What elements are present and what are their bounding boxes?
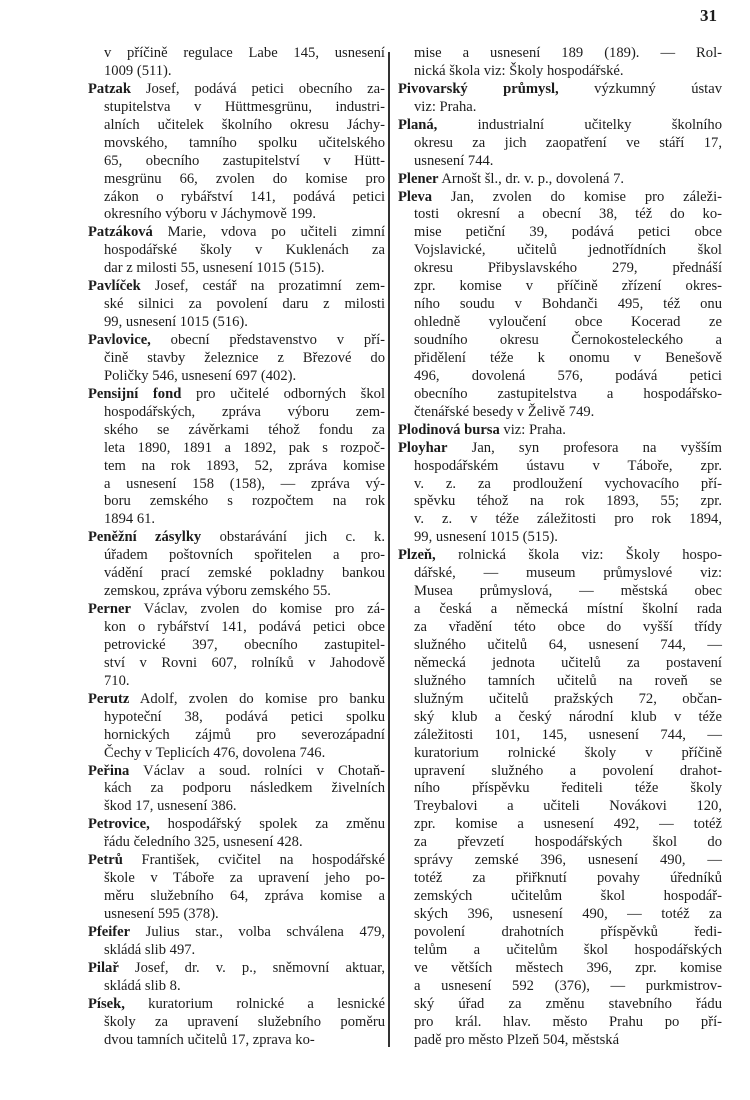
entry-line: [88, 117, 385, 135]
entry-text: Václav a soud. rolníci v Chotaň-: [129, 762, 385, 779]
entry-text: Josef, cestář na prozatimní zem-: [140, 278, 385, 295]
entry-line: [88, 1032, 385, 1050]
entry-line: [88, 906, 385, 924]
entry-headword: Petrů: [88, 852, 123, 869]
entry-line: [88, 511, 385, 529]
entry-text: škole v Táboře za upravení jeho po-: [104, 870, 385, 887]
entry-text: upravení služného a povolení drahot-: [414, 762, 722, 779]
entry-line: [398, 117, 722, 135]
entry-line: [88, 529, 385, 547]
entry-headword: Pavlíček: [88, 278, 141, 295]
entry-headword: Pivovarský průmysl,: [398, 80, 559, 97]
entry-line: [398, 673, 722, 691]
entry-text: dar z milosti 55, usnesení 1015 (515).: [104, 260, 325, 277]
entry-text: obstarávání jich c. k.: [201, 529, 385, 546]
entry-line: [398, 529, 722, 547]
entry-line: [88, 296, 385, 314]
entry-text: ohledně vyloučení obce Kocerad ze: [414, 314, 722, 331]
entry-text: Čechy v Teplicích 476, dovolena 746.: [104, 744, 326, 761]
entry-text: okresního výboru v Jáchymově 199.: [104, 206, 316, 223]
entry-text: zákon o rybářství 141, podává petici: [104, 188, 385, 205]
entry-text: ských 396, usnesení 490, — totéž za: [414, 906, 722, 922]
entry-headword: Pensijní fond: [88, 385, 182, 402]
entry-headword: Patzáková: [88, 224, 153, 241]
entry-line: [398, 45, 722, 63]
entry-line: [398, 404, 722, 422]
entry-text: povolení drahotních příspěvků ředi-: [414, 923, 722, 940]
entry-text: obecního zastupitelstva a hospodářsko-: [414, 385, 722, 402]
entry-text: zemskou, zpráva výboru zemského 55.: [104, 583, 331, 600]
index-entry: [88, 601, 385, 691]
entry-line: [398, 870, 722, 888]
column-divider: [388, 52, 390, 1047]
entry-line: [398, 727, 722, 745]
entry-text: Václav, zvolen do komise pro zá-: [130, 601, 385, 618]
entry-text: viz: Praha.: [499, 421, 566, 438]
entry-text: Josef, podává petici obecního za-: [130, 80, 385, 97]
index-entry: [88, 278, 385, 332]
entry-line: [398, 206, 722, 224]
entry-headword: Ployhar: [398, 439, 448, 456]
entry-text: Treybalovi a učiteli Novákovi 120,: [414, 798, 722, 815]
entry-line: [88, 314, 385, 332]
entry-line: [88, 565, 385, 583]
entry-line: [88, 332, 385, 350]
entry-line: [88, 386, 385, 404]
entry-headword: Planá,: [398, 116, 438, 133]
entry-line: [88, 727, 385, 745]
entry-line: [88, 1014, 385, 1032]
entry-line: [88, 422, 385, 440]
entry-text: ve větších městech 396, zpr. komise: [414, 959, 722, 976]
entry-line: [88, 996, 385, 1014]
entry-text: viz: Praha.: [414, 98, 477, 115]
entry-text: a česká a německá místní školní rada: [414, 601, 722, 618]
entry-text: nická škola viz: Školy hospodářské.: [414, 62, 624, 79]
entry-headword: Pleva: [398, 188, 433, 205]
entry-text: řádu čeledního 325, usnesení 428.: [104, 834, 303, 851]
entry-line: [88, 709, 385, 727]
index-entry: [88, 332, 385, 386]
entry-line: [398, 888, 722, 906]
entry-headword: Petrovice,: [88, 816, 150, 833]
entry-text: ního soudu v Bohdanči 495, též onu: [414, 296, 722, 313]
entry-text: 1009 (511).: [104, 62, 172, 79]
index-entry: [398, 81, 722, 117]
index-entry: [88, 852, 385, 924]
entry-text: Jan, syn profesora na vyšším: [447, 439, 722, 456]
entry-text: kách za podporu následkem živelních: [104, 780, 385, 797]
entry-text: hospodářské školy v Kuklenách za: [104, 242, 385, 259]
entry-text: František, cvičitel na hospodářské: [122, 852, 385, 869]
entry-text: Musea průmyslová, — městská obec: [414, 583, 722, 600]
entry-line: [398, 296, 722, 314]
entry-line: [398, 493, 722, 511]
entry-line: [88, 745, 385, 763]
entry-line: [88, 547, 385, 565]
entry-line: [88, 153, 385, 171]
index-entry: [88, 924, 385, 960]
entry-text: Arnošt šl., dr. v. p., dovolená 7.: [438, 170, 625, 187]
index-entry: [398, 547, 722, 1049]
entry-text: zpr. komise v příčině zřízení okres-: [414, 278, 722, 295]
entry-text: výzkumný ústav: [558, 80, 723, 97]
entry-line: [88, 135, 385, 153]
entry-line: [398, 440, 722, 458]
entry-text: Marie, vdova po učiteli zimní: [152, 224, 385, 241]
index-entry: [88, 386, 385, 530]
entry-headword: Plzeň,: [398, 547, 436, 564]
entry-line: [398, 745, 722, 763]
entry-line: [398, 81, 722, 99]
entry-line: [88, 458, 385, 476]
entry-headword: Plener: [398, 170, 439, 187]
entry-headword: Patzak: [88, 80, 131, 97]
entry-line: [398, 780, 722, 798]
entry-text: Josef, dr. v. p., sněmovní aktuar,: [118, 959, 385, 976]
entry-headword: Pavlovice,: [88, 332, 151, 348]
entry-text: ský klub a český národní klub v téže: [414, 708, 722, 725]
entry-line: [88, 619, 385, 637]
entry-line: [88, 63, 385, 81]
entry-headword: Pfeifer: [88, 923, 131, 940]
entry-line: [398, 583, 722, 601]
index-column-left: [88, 45, 385, 1050]
entry-line: [88, 601, 385, 619]
entry-text: školy za upravení služebního poměru: [104, 1013, 385, 1030]
index-entry: [88, 996, 385, 1050]
entry-line: [398, 99, 722, 117]
entry-line: [88, 260, 385, 278]
entry-line: [398, 565, 722, 583]
entry-text: 496, dovolená 576, podává petici: [414, 367, 722, 384]
entry-line: [398, 135, 722, 153]
index-column-right: [398, 45, 722, 1050]
entry-line: [398, 386, 722, 404]
index-entry: [88, 816, 385, 852]
entry-text: mise a usnesení 189 (189). — Rol-: [414, 45, 722, 61]
entry-line: [88, 493, 385, 511]
entry-headword: Perner: [88, 601, 131, 618]
entry-text: obecní představenstvo v pří-: [150, 332, 385, 348]
entry-text: hospodářských, zpráva výboru zem-: [104, 403, 385, 420]
entry-text: v příčině regulace Labe 145, usnesení: [104, 45, 385, 61]
index-entry: [88, 960, 385, 996]
entry-text: alních učitelek školního okresu Jáchy-: [104, 116, 385, 133]
entry-line: [88, 368, 385, 386]
entry-text: tosti okresní a obecní 38, též do ko-: [414, 206, 722, 223]
entry-line: [398, 852, 722, 870]
entry-line: [398, 691, 722, 709]
entry-line: [88, 350, 385, 368]
entry-text: dářské, — museum průmyslové viz:: [414, 565, 722, 582]
entry-line: [88, 870, 385, 888]
entry-text: kon o rybářství 141, podává petici obce: [104, 619, 385, 635]
entry-line: [88, 924, 385, 942]
entry-headword: Plodinová bursa: [398, 421, 500, 438]
entry-text: záležitosti 101, 145, usnesení 744, —: [414, 726, 722, 743]
entry-line: [88, 224, 385, 242]
entry-line: [398, 332, 722, 350]
entry-line: [88, 888, 385, 906]
index-entry: [88, 691, 385, 763]
index-entry: [398, 422, 722, 440]
index-entry: [88, 81, 385, 225]
entry-line: [88, 978, 385, 996]
entry-headword: Peněžní zásylky: [88, 529, 202, 546]
entry-line: [398, 458, 722, 476]
entry-line: [398, 601, 722, 619]
entry-text: zpr. komise a usnesení 492, — totéž: [414, 816, 722, 833]
entry-text: padě pro město Plzeň 504, městská: [414, 1031, 620, 1048]
entry-text: Poličky 546, usnesení 697 (402).: [104, 367, 297, 384]
entry-text: zemských učitelům škol hospodář-: [414, 888, 722, 905]
entry-text: služného tamních učitelů na roveň se: [414, 672, 722, 689]
entry-line: [398, 816, 722, 834]
entry-text: čině stavby železnice z Březové do: [104, 349, 385, 366]
entry-line: [398, 224, 722, 242]
entry-text: totéž za přiřknutí povahy úředníků: [414, 870, 722, 887]
entry-line: [398, 996, 722, 1014]
entry-text: hypoteční 38, podává petici spolku: [104, 708, 385, 725]
index-entry: [398, 45, 722, 81]
entry-line: [88, 637, 385, 655]
entry-text: hospodářském ústavu v Táboře, zpr.: [414, 457, 722, 474]
entry-text: boru zemského s rozpočtem na rok: [104, 493, 385, 510]
entry-text: a usnesení 592 (376), — purkmistrov-: [414, 977, 722, 994]
entry-line: [398, 260, 722, 278]
entry-text: pro učitelé odborných škol: [181, 385, 385, 402]
index-entry: [88, 529, 385, 601]
entry-text: ské silnici za povolení daru z milosti: [104, 296, 385, 313]
entry-text: služným učitelů pražských 72, občan-: [414, 690, 722, 707]
entry-line: [398, 960, 722, 978]
entry-line: [398, 511, 722, 529]
entry-text: v. z. v téže záležitosti pro rok 1894,: [414, 511, 722, 528]
entry-line: [88, 583, 385, 601]
entry-text: dvou tamních učitelů 17, zprava ko-: [104, 1031, 315, 1048]
entry-line: [88, 404, 385, 422]
entry-text: a usnesení 158 (158), — zpráva vý-: [104, 475, 385, 492]
entry-text: úřadem poštovních spořitelen a pro-: [104, 547, 385, 564]
entry-line: [88, 763, 385, 781]
entry-line: [398, 655, 722, 673]
entry-text: měru služebního 64, zpráva komise a: [104, 888, 385, 905]
entry-text: 65, obecního zastupitelství v Hütt-: [104, 152, 385, 169]
entry-line: [398, 242, 722, 260]
entry-text: tem na rok 1893, 52, zpráva komise: [104, 457, 385, 474]
entry-headword: Pilař: [88, 959, 119, 976]
entry-line: [88, 476, 385, 494]
entry-line: [398, 153, 722, 171]
entry-text: škod 17, usnesení 386.: [104, 798, 237, 815]
index-entry: [398, 117, 722, 171]
entry-text: pro král. hlav. město Prahu po pří-: [414, 1013, 722, 1030]
entry-line: [398, 171, 722, 189]
entry-line: [88, 171, 385, 189]
entry-text: ního příspěvku řediteli téže školy: [414, 780, 722, 797]
index-entry: [398, 171, 722, 189]
index-entry: [88, 763, 385, 817]
entry-text: Vojslavické, učitelů jednotřídních škol: [414, 242, 722, 259]
entry-text: hospodářský spolek za změnu: [149, 816, 385, 833]
entry-text: správy zemské 396, usnesení 490, —: [414, 852, 722, 869]
entry-text: 99, usnesení 1015 (515).: [414, 529, 558, 546]
entry-line: [398, 619, 722, 637]
entry-text: německá jednota učitelů za postavení: [414, 654, 722, 671]
entry-line: [398, 709, 722, 727]
page-number: 31: [700, 6, 717, 25]
entry-line: [398, 1014, 722, 1032]
entry-line: [88, 942, 385, 960]
entry-line: [88, 45, 385, 63]
entry-headword: Perutz: [88, 690, 130, 707]
entry-line: [398, 63, 722, 81]
entry-line: [88, 81, 385, 99]
entry-text: Jan, zvolen do komise pro záleži-: [432, 188, 722, 205]
entry-text: okresu Přibyslavského 279, přednáší: [414, 260, 722, 277]
entry-line: [398, 547, 722, 565]
entry-line: [398, 924, 722, 942]
entry-line: [88, 440, 385, 458]
entry-text: mise petiční 39, podává petici obce: [414, 224, 722, 241]
entry-line: [398, 906, 722, 924]
entry-line: [398, 942, 722, 960]
entry-text: usnesení 595 (378).: [104, 906, 219, 922]
entry-line: [398, 350, 722, 368]
entry-text: leta 1890, 1891 a 1892, pak s rozpoč-: [104, 439, 385, 456]
entry-text: vádění prací zemské pokladny bankou: [104, 565, 385, 582]
entry-headword: Písek,: [88, 995, 125, 1012]
entry-text: za vřadění této obce do vyšší třídy: [414, 619, 722, 635]
entry-line: [398, 637, 722, 655]
entry-text: služného učitelů 64, usnesení 744, —: [414, 636, 722, 653]
entry-text: telům a učitelům škol hospodářských: [414, 941, 722, 958]
entry-line: [398, 314, 722, 332]
entry-line: [88, 189, 385, 207]
entry-line: [398, 189, 722, 207]
entry-text: kuratorium rolnické školy v příčině: [414, 744, 722, 761]
entry-line: [398, 1032, 722, 1050]
entry-text: přidělení téže k onomu v Benešově: [414, 349, 722, 366]
entry-text: soudního okresu Černokosteleckého a: [414, 332, 722, 348]
entry-line: [88, 780, 385, 798]
entry-text: movského, tamního spolku učitelského: [104, 134, 385, 151]
entry-line: [88, 655, 385, 673]
entry-text: okresu za jich zaopatření ve stáří 17,: [414, 134, 722, 151]
index-entry: [398, 440, 722, 548]
entry-line: [88, 852, 385, 870]
entry-text: spěvku téhož na rok 1893, 55; zpr.: [414, 493, 722, 510]
entry-text: ství v Rovni 607, rolníků v Jahodově: [104, 654, 385, 671]
entry-line: [398, 763, 722, 781]
entry-text: čtenářské besedy v Želivě 749.: [414, 403, 595, 420]
index-entry: [398, 189, 722, 422]
entry-text: usnesení 744.: [414, 152, 494, 169]
entry-text: 710.: [104, 672, 130, 689]
entry-text: Adolf, zvolen do komise pro banku: [129, 690, 385, 707]
entry-text: v. z. za prodloužení vychovacího pří-: [414, 475, 722, 492]
entry-line: [398, 476, 722, 494]
entry-text: 1894 61.: [104, 511, 156, 528]
entry-line: [88, 960, 385, 978]
entry-line: [88, 816, 385, 834]
entry-line: [88, 798, 385, 816]
entry-text: hornických zájmů pro severozápadní: [104, 726, 385, 743]
entry-line: [88, 834, 385, 852]
entry-text: ského se závěrkami téhož fondu za: [104, 421, 385, 438]
entry-text: petrovické 397, obecního zastupitel-: [104, 636, 385, 653]
entry-text: stupitelstva v Hüttmesgrünu, industri-: [104, 98, 385, 115]
entry-line: [398, 798, 722, 816]
entry-text: 99, usnesení 1015 (516).: [104, 314, 248, 331]
entry-line: [398, 422, 722, 440]
entry-text: Julius star., volba schválena 479,: [130, 923, 385, 940]
entry-line: [88, 278, 385, 296]
entry-text: kuratorium rolnické a lesnické: [124, 995, 385, 1012]
entry-text: za převzetí hospodářských škol do: [414, 834, 722, 851]
entry-text: industrialní učitelky školního: [437, 116, 722, 133]
entry-line: [88, 206, 385, 224]
entry-line: [88, 99, 385, 117]
entry-line: [398, 834, 722, 852]
entry-headword: Peřina: [88, 762, 130, 779]
entry-line: [88, 673, 385, 691]
entry-text: mesgrünu 66, zvolen do komise pro: [104, 170, 385, 187]
entry-text: skládá slib 8.: [104, 977, 181, 994]
entry-line: [88, 691, 385, 709]
entry-text: ský úřad za změnu stavebního řádu: [414, 995, 722, 1012]
entry-text: skládá slib 497.: [104, 941, 196, 958]
entry-line: [398, 278, 722, 296]
entry-line: [88, 242, 385, 260]
entry-text: rolnická škola viz: Školy hospo-: [435, 547, 722, 564]
entry-line: [398, 978, 722, 996]
entry-line: [398, 368, 722, 386]
index-entry: [88, 224, 385, 278]
index-entry: [88, 45, 385, 81]
